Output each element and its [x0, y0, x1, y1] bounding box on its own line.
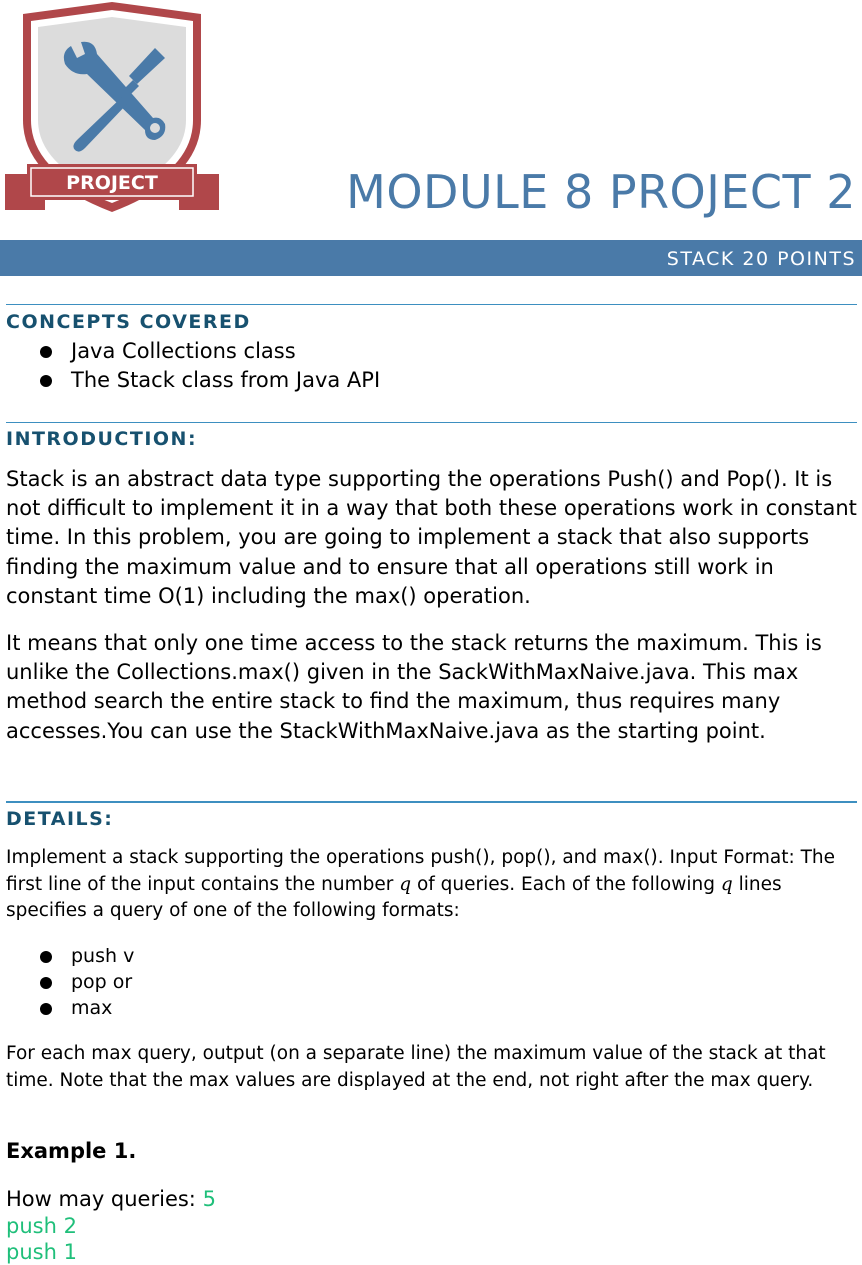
- details-paragraph: [6, 845, 858, 925]
- details-text: Implement a stack supporting the operations push(), pop(), and max(). Input Format: The first line of the input contains the number: [6, 847, 836, 895]
- list-item-text: push v: [71, 945, 135, 967]
- details-heading: DETAILS:: [6, 808, 114, 830]
- list-item-text: pop or: [71, 971, 133, 993]
- section-divider: [6, 801, 857, 803]
- list-item: [40, 995, 134, 1021]
- badge-label: PROJECT: [66, 172, 158, 194]
- math-variable: q: [720, 873, 733, 895]
- list-item: [40, 366, 380, 395]
- example-prompt-line: [6, 1186, 216, 1213]
- introduction-paragraph: Stack is an abstract data type supporting the operations Push() and Pop(). It is not difficult to implement it in a way that both these operations work in constant time. In this problem, you are going to implement a stack that also supports finding the maximum value and to ensure that all operations still work in constant time O(1) including the max() operation.: [6, 467, 857, 608]
- list-item-text: Java Collections class: [71, 339, 296, 363]
- bullet-icon: [40, 977, 52, 989]
- example-count: 5: [202, 1187, 216, 1211]
- page-title: MODULE 8 PROJECT 2: [346, 165, 856, 219]
- example-session: [6, 1186, 216, 1265]
- example-prompt: How may queries:: [6, 1187, 203, 1211]
- bullet-icon: [40, 1003, 52, 1015]
- max-note-paragraph: For each max query, output (on a separate line) the maximum value of the stack at that time. Note that the max values are displayed at the end, not right after the max query.: [6, 1043, 826, 1091]
- introduction-paragraph: It means that only one time access to the stack returns the maximum. This is unlike the Collections.max() given in the SackWithMaxNaive.java. This max method search the entire stack to find the maximum, thus requires many accesses.You can use the StackWithMaxNaive.java as the starting point.: [6, 631, 822, 743]
- bullet-icon: [40, 346, 52, 358]
- list-item: [40, 943, 134, 969]
- concepts-list: [40, 337, 380, 395]
- query-formats-list: [40, 943, 134, 1021]
- list-item: [40, 337, 380, 366]
- section-divider: [6, 304, 857, 305]
- example-input-line: push 2: [6, 1213, 77, 1238]
- list-item-text: The Stack class from Java API: [71, 368, 381, 392]
- list-item-text: max: [71, 997, 113, 1019]
- details-text: of queries. Each of the following: [411, 873, 721, 895]
- introduction-heading: INTRODUCTION:: [6, 428, 198, 450]
- list-item: [40, 969, 134, 995]
- example-heading: Example 1.: [6, 1139, 137, 1163]
- example-input-line: push 1: [6, 1240, 77, 1264]
- banner-text: STACK 20 POINTS: [666, 248, 856, 270]
- section-divider: [6, 422, 857, 423]
- concepts-heading: CONCEPTS COVERED: [6, 311, 251, 333]
- bullet-icon: [40, 951, 52, 963]
- project-badge-icon: [5, 0, 219, 214]
- bullet-icon: [40, 375, 52, 387]
- details-text: lines specifies a query of one of the following formats:: [6, 873, 782, 921]
- math-variable: q: [399, 873, 412, 895]
